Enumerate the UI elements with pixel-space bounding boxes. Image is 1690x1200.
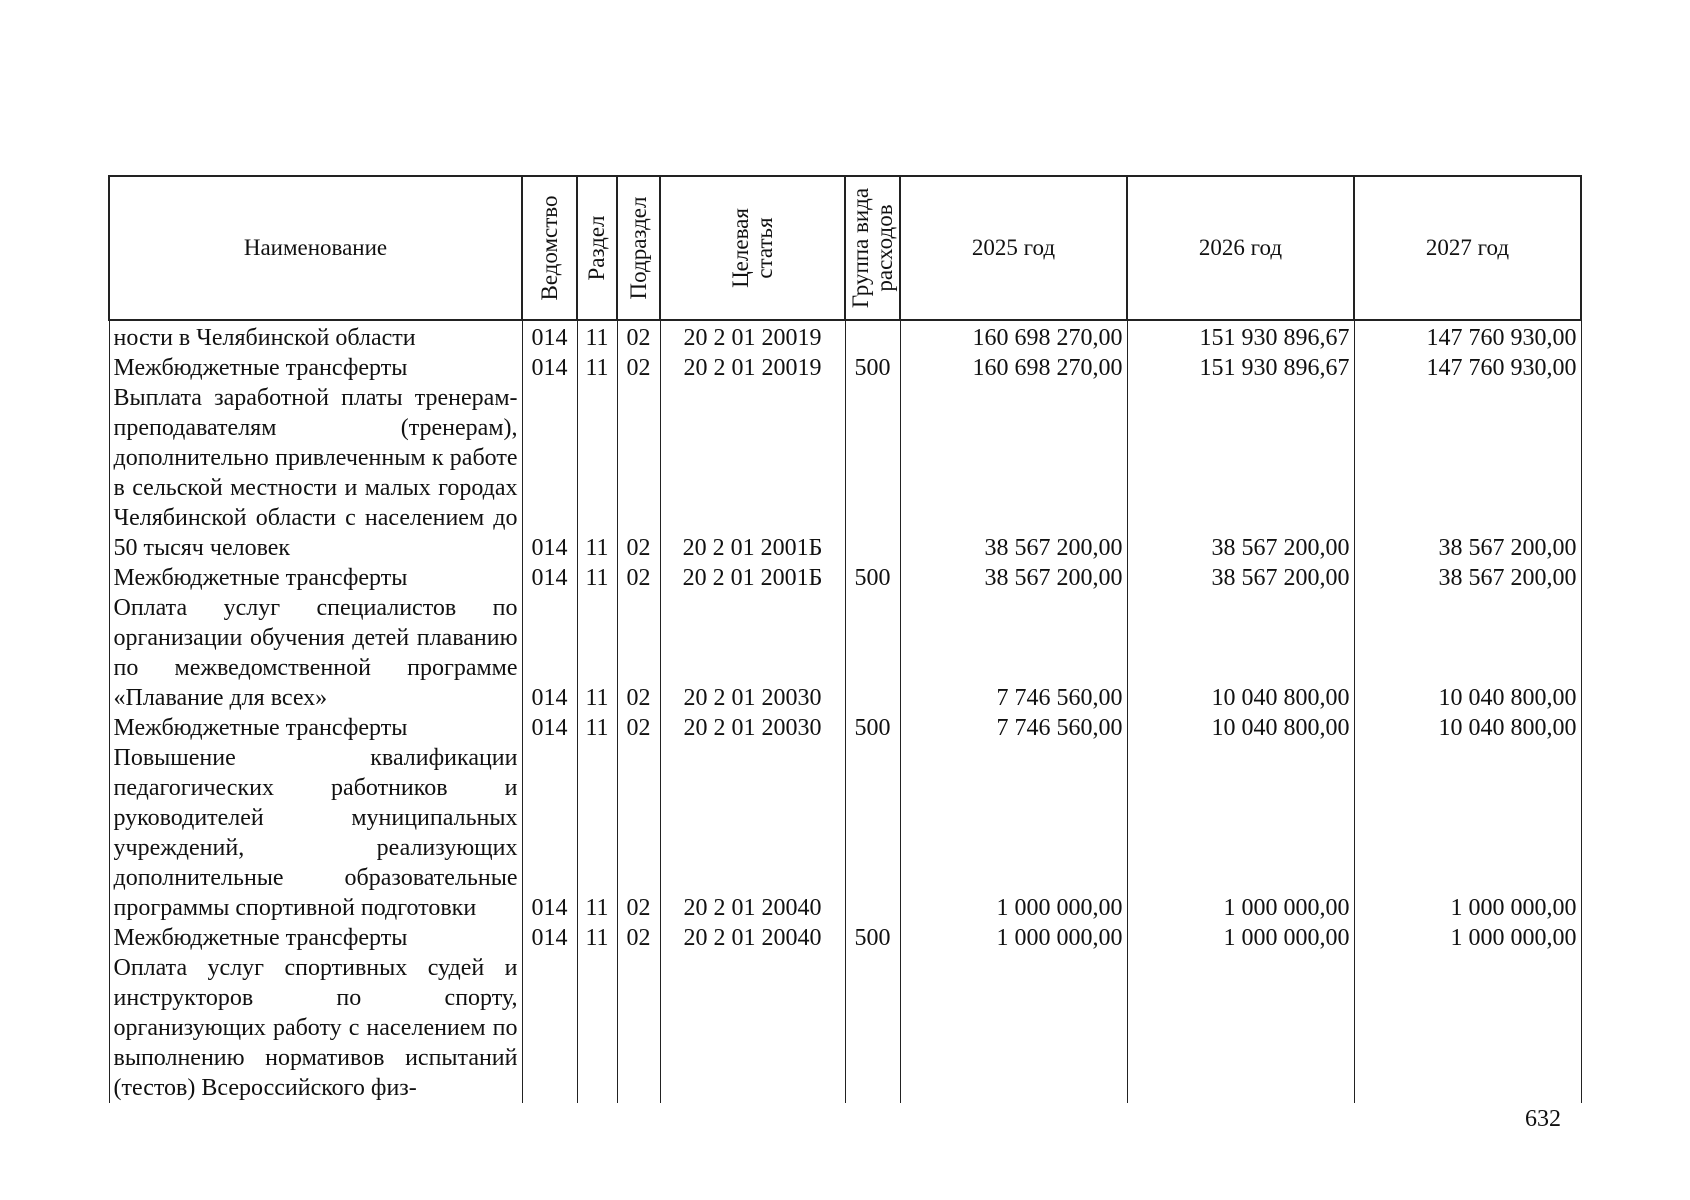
cell-name: Межбюджетные трансферты: [109, 923, 522, 953]
cell-y2027: 38 567 200,00: [1354, 563, 1581, 593]
cell-podrazdel: 02: [617, 563, 660, 593]
cell-y2027: 1 000 000,00: [1354, 743, 1581, 923]
cell-vr: [845, 743, 900, 923]
cell-ved: 014: [522, 923, 577, 953]
header-vedomstvo: Ведомство: [522, 176, 577, 320]
cell-ved: 014: [522, 593, 577, 713]
cell-y2025: 1 000 000,00: [900, 743, 1127, 923]
cell-podrazdel: 02: [617, 353, 660, 383]
cell-podrazdel: 02: [617, 923, 660, 953]
cell-podrazdel: 02: [617, 320, 660, 353]
cell-razdel: 11: [577, 563, 617, 593]
cell-y2026: 10 040 800,00: [1127, 593, 1354, 713]
cell-y2026: [1127, 953, 1354, 1103]
cell-y2027: [1354, 953, 1581, 1103]
cell-razdel: 11: [577, 923, 617, 953]
cell-vr: 500: [845, 563, 900, 593]
header-row: [109, 176, 1581, 320]
header-2025: 2025 год: [900, 176, 1127, 320]
cell-cs: 20 2 01 20030: [660, 713, 845, 743]
table-row: [109, 383, 1581, 563]
header-podrazdel: Подраздел: [617, 176, 660, 320]
cell-y2026: 38 567 200,00: [1127, 383, 1354, 563]
table-row: [109, 743, 1581, 923]
cell-vr: 500: [845, 923, 900, 953]
cell-vr: [845, 953, 900, 1103]
cell-razdel: 11: [577, 320, 617, 353]
cell-ved: [522, 953, 577, 1103]
table-row: [109, 593, 1581, 713]
cell-name: Выплата заработной платы тренерам-преподавателям (тренерам), дополнительно привлеченным к работе в сельской местности и малых городах Челябинской области с населением до 50 тысяч человек: [109, 383, 522, 563]
budget-table: [108, 175, 1582, 1103]
cell-y2025: 7 746 560,00: [900, 593, 1127, 713]
cell-y2027: 10 040 800,00: [1354, 593, 1581, 713]
table-row: [109, 353, 1581, 383]
cell-y2027: 38 567 200,00: [1354, 383, 1581, 563]
table-row: [109, 923, 1581, 953]
cell-razdel: 11: [577, 383, 617, 563]
cell-cs: 20 2 01 20030: [660, 593, 845, 713]
cell-name: Межбюджетные трансферты: [109, 713, 522, 743]
header-celevaya-statya: Целевая статья: [660, 176, 845, 320]
cell-cs: 20 2 01 2001Б: [660, 563, 845, 593]
cell-y2025: 7 746 560,00: [900, 713, 1127, 743]
table-row: [109, 713, 1581, 743]
cell-vr: [845, 593, 900, 713]
header-2026: 2026 год: [1127, 176, 1354, 320]
cell-razdel: 11: [577, 713, 617, 743]
table-row: [109, 953, 1581, 1103]
cell-ved: 014: [522, 713, 577, 743]
header-name: Наименование: [109, 176, 522, 320]
cell-cs: 20 2 01 20040: [660, 923, 845, 953]
header-gruppa-vida-rashodov: Группа вида расходов: [845, 176, 900, 320]
header-2027: 2027 год: [1354, 176, 1581, 320]
cell-y2027: 1 000 000,00: [1354, 923, 1581, 953]
cell-vr: [845, 383, 900, 563]
cell-y2026: 1 000 000,00: [1127, 923, 1354, 953]
cell-y2026: 10 040 800,00: [1127, 713, 1354, 743]
table-row: [109, 563, 1581, 593]
cell-y2025: 1 000 000,00: [900, 923, 1127, 953]
table-row: [109, 320, 1581, 353]
cell-podrazdel: 02: [617, 713, 660, 743]
cell-cs: 20 2 01 20019: [660, 353, 845, 383]
cell-cs: 20 2 01 2001Б: [660, 383, 845, 563]
cell-ved: 014: [522, 743, 577, 923]
cell-name: Оплата услуг специалистов по организации обучения детей плаванию по межведомственной программе «Плавание для всех»: [109, 593, 522, 713]
cell-cs: [660, 953, 845, 1103]
cell-name: ности в Челябинской области: [109, 320, 522, 353]
cell-cs: 20 2 01 20019: [660, 320, 845, 353]
cell-ved: 014: [522, 563, 577, 593]
cell-razdel: [577, 953, 617, 1103]
cell-vr: 500: [845, 353, 900, 383]
cell-y2025: [900, 953, 1127, 1103]
cell-y2026: 38 567 200,00: [1127, 563, 1354, 593]
cell-y2025: 160 698 270,00: [900, 353, 1127, 383]
cell-razdel: 11: [577, 743, 617, 923]
cell-vr: 500: [845, 713, 900, 743]
cell-cs: 20 2 01 20040: [660, 743, 845, 923]
header-razdel: Раздел: [577, 176, 617, 320]
cell-ved: 014: [522, 320, 577, 353]
cell-y2027: 147 760 930,00: [1354, 320, 1581, 353]
cell-razdel: 11: [577, 593, 617, 713]
cell-y2026: 151 930 896,67: [1127, 320, 1354, 353]
cell-y2025: 38 567 200,00: [900, 563, 1127, 593]
page-number: 632: [1525, 1106, 1561, 1132]
cell-y2026: 151 930 896,67: [1127, 353, 1354, 383]
cell-name: Межбюджетные трансферты: [109, 353, 522, 383]
cell-podrazdel: 02: [617, 593, 660, 713]
cell-y2025: 160 698 270,00: [900, 320, 1127, 353]
cell-y2026: 1 000 000,00: [1127, 743, 1354, 923]
cell-ved: 014: [522, 353, 577, 383]
cell-vr: [845, 320, 900, 353]
cell-razdel: 11: [577, 353, 617, 383]
cell-name: Межбюджетные трансферты: [109, 563, 522, 593]
cell-name: Оплата услуг спортивных судей и инструкторов по спорту, организующих работу с населением по выполнению нормативов испытаний (тестов) Всероссийского физ-: [109, 953, 522, 1103]
cell-name: Повышение квалификации педагогических работников и руководителей муниципальных учреждений, реализующих дополнительные образовательные программы спортивной подготовки: [109, 743, 522, 923]
cell-y2027: 147 760 930,00: [1354, 353, 1581, 383]
table-body: [109, 320, 1581, 1103]
cell-ved: 014: [522, 383, 577, 563]
cell-y2027: 10 040 800,00: [1354, 713, 1581, 743]
cell-podrazdel: 02: [617, 383, 660, 563]
cell-y2025: 38 567 200,00: [900, 383, 1127, 563]
cell-podrazdel: [617, 953, 660, 1103]
cell-podrazdel: 02: [617, 743, 660, 923]
